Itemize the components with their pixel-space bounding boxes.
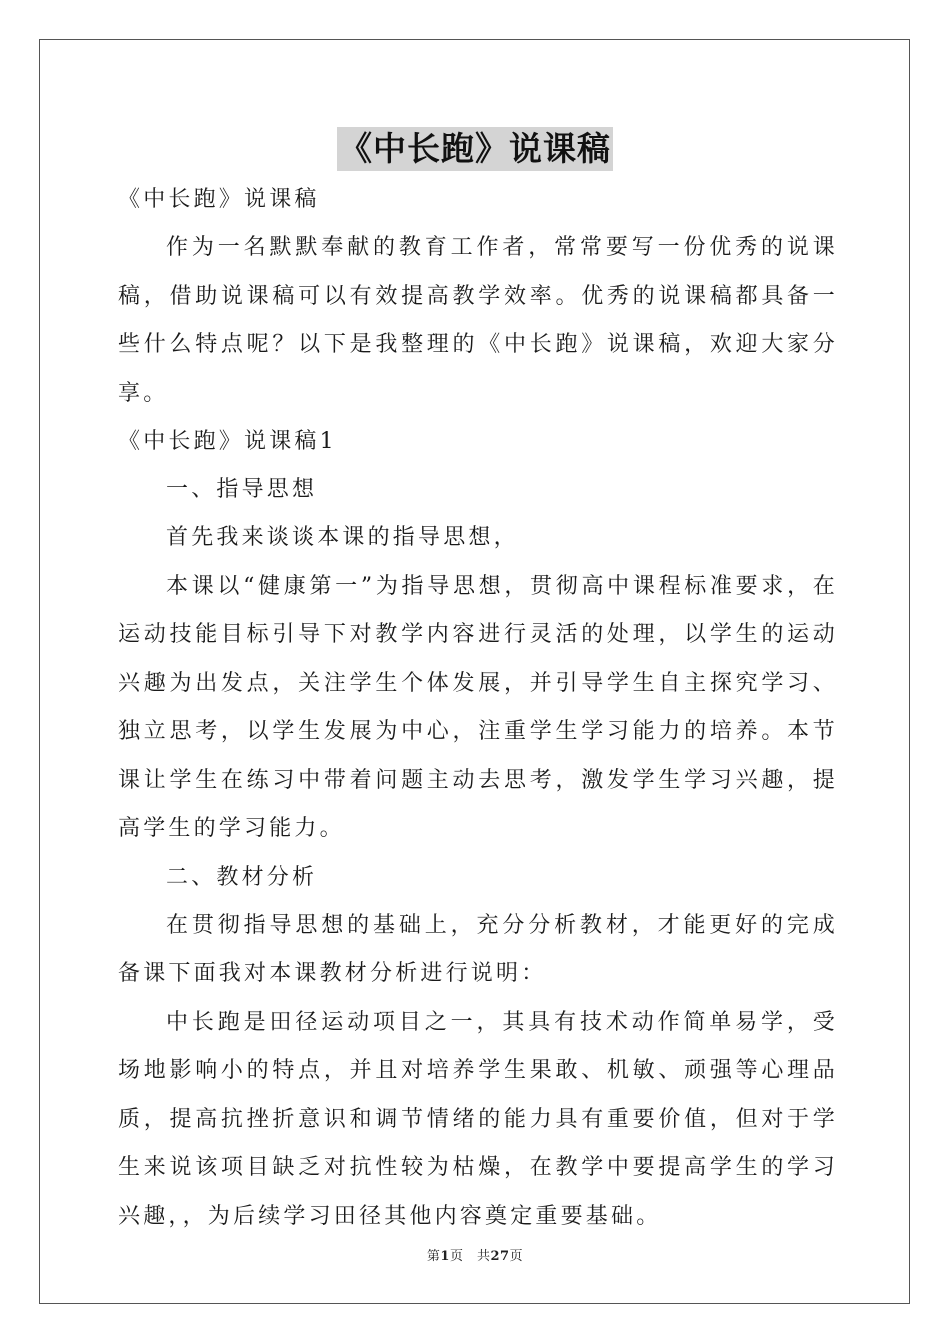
- subtitle-line: 《中长跑》说课稿: [118, 187, 320, 212]
- intro-paragraph: 作为一名默默奉献的教育工作者，常常要写一份优秀的说课稿，借助说课稿可以有效提高教学效率。优秀的说课稿都具备一些什么特点呢？以下是我整理的《中长跑》说课稿，欢迎大家分享。: [118, 235, 838, 406]
- document-body: [118, 176, 838, 1241]
- document-title-wrap: [0, 127, 950, 177]
- section-title: 《中长跑》说课稿1: [118, 429, 337, 454]
- footer-prefix: 第: [426, 1249, 441, 1264]
- footer-suffix: 页: [509, 1249, 524, 1264]
- paragraph-4: 中长跑是田径运动项目之一，其具有技术动作简单易学，受场地影响小的特点，并且对培养学生果敢、机敏、顽强等心理品质，提高抗挫折意识和调节情绪的能力具有重要价值，但对于学生来说该项目缺乏对抗性较为枯燥，在教学中要提高学生的学习兴趣，，为后续学习田径其他内容奠定重要基础。: [118, 1009, 838, 1229]
- footer-total-pages: 27: [490, 1249, 510, 1264]
- paragraph-3: 在贯彻指导思想的基础上，充分分析教材，才能更好的完成备课下面我对本课教材分析进行说明：: [118, 912, 838, 986]
- paragraph-1: 首先我来谈谈本课的指导思想，: [166, 525, 519, 550]
- paragraph-2: 本课以“健康第一”为指导思想，贯彻高中课程标准要求，在运动技能目标引导下对教学内容进行灵活的处理，以学生的运动兴趣为出发点，关注学生个体发展，并引导学生自主探究学习、独立思考，以学生发展为中心，注重学生学习能力的培养。本节课让学生在练习中带着问题主动去思考，激发学生学习兴趣，提高学生的学习能力。: [118, 573, 838, 841]
- footer-page-number: 1: [440, 1249, 450, 1264]
- document-title: 《中长跑》说课稿: [337, 127, 613, 171]
- footer-mid: 页 共: [449, 1249, 491, 1264]
- heading-guiding-thought: 一、指导思想: [166, 477, 318, 502]
- page-footer: [0, 1245, 950, 1264]
- heading-textbook-analysis: 二、教材分析: [166, 864, 318, 890]
